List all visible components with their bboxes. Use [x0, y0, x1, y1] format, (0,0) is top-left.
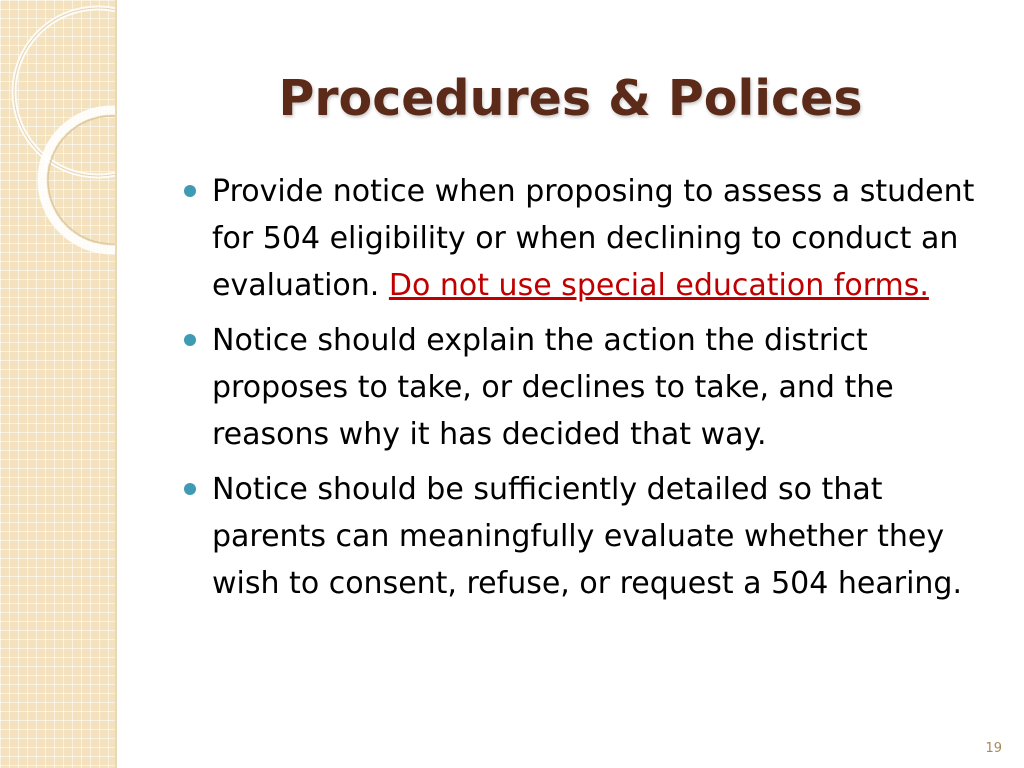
slide-number: 19	[985, 741, 1002, 756]
bullet-marker-icon	[184, 334, 196, 346]
bullet-marker-icon	[184, 185, 196, 197]
bullet-item	[184, 466, 999, 607]
decorative-ring-top	[14, 8, 115, 176]
decorative-rings	[0, 0, 115, 768]
bullet-text: Notice should be sufficiently detailed so that parents can meaningfully evaluate whether they wish to consent, refuse, or request a 504 hearing.	[212, 472, 962, 601]
special-education-forms-link[interactable]: Do not use special education forms.	[388, 268, 929, 303]
bullet-item	[184, 168, 999, 309]
bullet-list	[184, 168, 999, 615]
bullet-text: Provide notice when proposing to assess a student for 504 eligibility or when declining to conduct an evaluation.	[212, 174, 975, 303]
decorative-ring-top-outline	[14, 8, 115, 176]
decorative-side-strip	[0, 0, 115, 768]
bullet-marker-icon	[184, 483, 196, 495]
bullet-item	[184, 317, 999, 458]
bullet-text: Notice should explain the action the district proposes to take, or declines to take, and the reasons why it has decided that way.	[212, 323, 894, 452]
slide-title: Procedures & Polices	[278, 70, 863, 127]
decorative-ring-bottom	[42, 110, 115, 250]
